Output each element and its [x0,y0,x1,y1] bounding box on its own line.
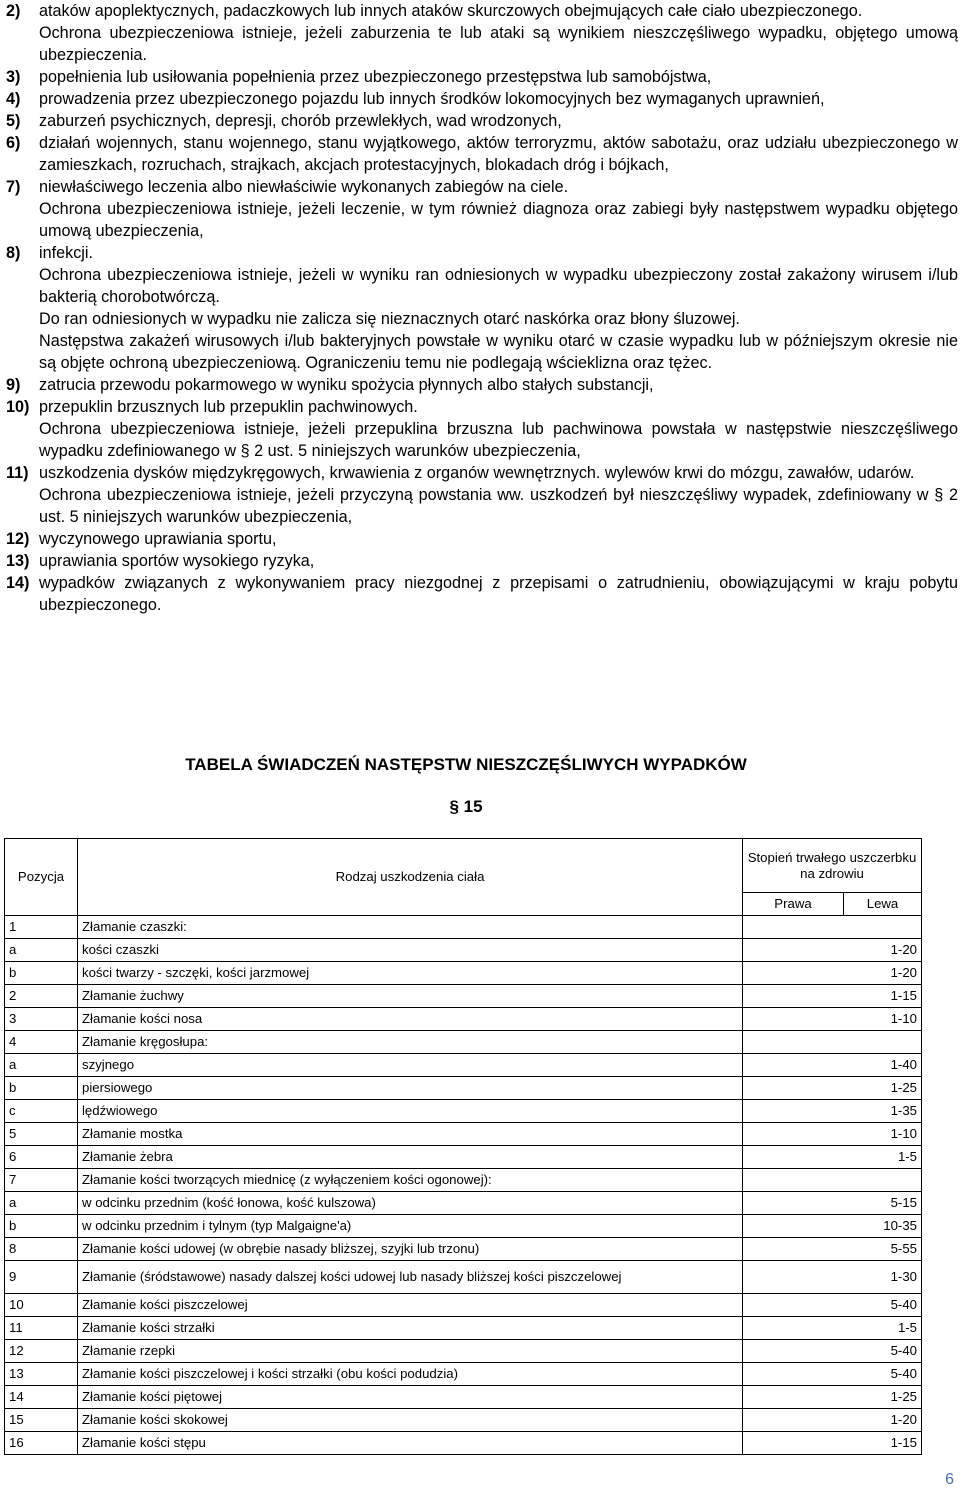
benefits-table [4,838,922,1455]
list-item-number: 11) [6,464,29,482]
table-body [5,916,922,1455]
cell-position: b [5,1215,78,1238]
page-number: 6 [945,1471,954,1488]
cell-injury: Złamanie kości piszczelowej [78,1294,743,1317]
list-item [6,528,958,550]
table-row [5,1261,922,1294]
list-item [6,550,958,572]
list-item-note: Ochrona ubezpieczeniowa istnieje, jeżeli zaburzenia te lub ataki są wynikiem nieszczęśliwego wypadku, objętego umową ubezpieczenia. [39,24,958,64]
cell-injury: Złamanie czaszki: [78,916,743,939]
list-item-note: Ochrona ubezpieczeniowa istnieje, jeżeli przepuklina brzuszna lub pachwinowa powstała w następstwie nieszczęśliwego wypadku zdefiniowanego w § 2 ust. 5 niniejszych warunków ubezpieczenia, [39,420,958,460]
table-row [5,939,922,962]
cell-degree: 1-15 [743,1432,922,1455]
cell-injury: Złamanie rzepki [78,1340,743,1363]
list-item [6,66,958,88]
cell-position: a [5,1054,78,1077]
table-row [5,1215,922,1238]
cell-position: a [5,1192,78,1215]
list-item-text: niewłaściwego leczenia albo niewłaściwie wykonanych zabiegów na ciele. [39,178,569,196]
cell-position: 2 [5,985,78,1008]
list-item-number: 5) [6,112,21,130]
cell-injury: Złamanie kości nosa [78,1008,743,1031]
table-row [5,962,922,985]
list-item-text: działań wojennych, stanu wojennego, stanu wyjątkowego, aktów terroryzmu, aktów sabotażu, oraz udziału ubezpieczonego w zamieszkach, rozruchach, strajkach, akcjach protestacyjnych, blokadach dróg i bójkach, [39,134,958,174]
list-item [6,374,958,396]
cell-injury: Złamanie mostka [78,1123,743,1146]
list-item-note: Ochrona ubezpieczeniowa istnieje, jeżeli leczenie, w tym również diagnoza oraz zabiegi były następstwem wypadku objętego umową ubezpieczenia, [39,200,958,240]
cell-injury: Złamanie kości piętowej [78,1386,743,1409]
cell-injury: w odcinku przednim i tylnym (typ Malgaigne'a) [78,1215,743,1238]
header-injury: Rodzaj uszkodzenia ciała [78,839,743,916]
cell-position: c [5,1100,78,1123]
cell-degree [743,1169,922,1192]
section-mark: § 15 [449,797,483,816]
cell-position: 3 [5,1008,78,1031]
cell-degree [743,916,922,939]
cell-position: 14 [5,1386,78,1409]
cell-position: b [5,1077,78,1100]
table-row [5,1294,922,1317]
table-row [5,1169,922,1192]
header-position: Pozycja [5,839,78,916]
list-item-text: zatrucia przewodu pokarmowego w wyniku spożycia płynnych albo stałych substancji, [39,376,654,394]
cell-injury: w odcinku przednim (kość łonowa, kość kulszowa) [78,1192,743,1215]
cell-degree: 1-40 [743,1054,922,1077]
cell-injury: kości twarzy - szczęki, kości jarzmowej [78,962,743,985]
cell-injury: Złamanie kręgosłupa: [78,1031,743,1054]
cell-injury: Złamanie kości stępu [78,1432,743,1455]
table-row [5,1238,922,1261]
table-row [5,985,922,1008]
table-row [5,1077,922,1100]
cell-position: 13 [5,1363,78,1386]
list-item-number: 12) [6,530,30,548]
cell-degree: 5-40 [743,1294,922,1317]
list-item-text: prowadzenia przez ubezpieczonego pojazdu lub innych środków lokomocyjnych bez wymaganych uprawnień, [39,90,825,108]
list-item-text: uprawiania sportów wysokiego ryzyka, [39,552,315,570]
list-item-text: ataków apoplektycznych, padaczkowych lub innych ataków skurczowych obejmujących całe ciało ubezpieczonego. [39,2,863,20]
list-item [6,0,958,22]
list-item-text: popełnienia lub usiłowania popełnienia przez ubezpieczonego przestępstwa lub samobójstwa, [39,68,712,86]
cell-position: 1 [5,916,78,939]
table-row [5,1008,922,1031]
cell-degree: 1-5 [743,1317,922,1340]
cell-degree: 1-35 [743,1100,922,1123]
list-item [6,242,958,264]
list-item-note: Następstwa zakażeń wirusowych i/lub bakteryjnych powstałe w wyniku otarć w czasie wypadku lub w późniejszym okresie nie są objęte ochroną ubezpieczeniową. Ograniczeniu temu nie podlegają wścieklizna oraz tężec. [39,332,958,372]
cell-degree: 1-20 [743,962,922,985]
list-item-number: 10) [6,398,30,416]
cell-position: 5 [5,1123,78,1146]
list-item-number: 13) [6,552,30,570]
list-item [6,132,958,176]
cell-injury: szyjnego [78,1054,743,1077]
list-item-note: Ochrona ubezpieczeniowa istnieje, jeżeli w wyniku ran odniesionych w wypadku ubezpieczony został zakażony wirusem i/lub bakterią chorobotwórczą. [39,266,958,306]
cell-degree: 5-40 [743,1363,922,1386]
list-item-note: Do ran odniesionych w wypadku nie zalicza się nieznacznych otarć naskórka oraz błony śluzowej. [39,310,740,328]
list-item-text: zaburzeń psychicznych, depresji, chorób przewlekłych, wad wrodzonych, [39,112,562,130]
table-row [5,1054,922,1077]
cell-degree: 1-25 [743,1077,922,1100]
cell-injury: Złamanie kości strzałki [78,1317,743,1340]
cell-injury: Złamanie kości piszczelowej i kości strzałki (obu kości podudzia) [78,1363,743,1386]
table-row [5,1317,922,1340]
list-item-text: przepuklin brzusznych lub przepuklin pachwinowych. [39,398,418,416]
table-row [5,1386,922,1409]
table-row [5,1100,922,1123]
header-degree: Stopień trwałego uszczerbku na zdrowiu [743,839,922,893]
list-item-number: 6) [6,134,21,152]
cell-position: 10 [5,1294,78,1317]
table-row [5,1409,922,1432]
cell-degree: 1-30 [743,1261,922,1294]
table-title: TABELA ŚWIADCZEŃ NASTĘPSTW NIESZCZĘŚLIWYCH WYPADKÓW [185,755,747,774]
header-right: Prawa [743,893,844,916]
cell-position: 16 [5,1432,78,1455]
exclusions-list [6,0,958,616]
cell-injury: Złamanie (śródstawowe) nasady dalszej kości udowej lub nasady bliższej kości piszczelowej [78,1261,743,1294]
cell-position: 15 [5,1409,78,1432]
cell-position: b [5,962,78,985]
list-item-number: 14) [6,574,30,592]
cell-injury: kości czaszki [78,939,743,962]
list-item-number: 8) [6,244,21,262]
cell-degree: 5-15 [743,1192,922,1215]
list-item-number: 4) [6,90,21,108]
cell-injury: Złamanie kości udowej (w obrębie nasady bliższej, szyjki lub trzonu) [78,1238,743,1261]
cell-degree: 1-15 [743,985,922,1008]
cell-position: 12 [5,1340,78,1363]
list-item-text: wypadków związanych z wykonywaniem pracy niezgodnej z przepisami o zatrudnieniu, obowiązującymi w kraju pobytu ubezpieczonego. [39,574,958,614]
cell-degree: 1-20 [743,939,922,962]
list-item-number: 3) [6,68,21,86]
cell-degree: 5-55 [743,1238,922,1261]
cell-degree: 1-20 [743,1409,922,1432]
list-item-text: infekcji. [39,244,93,262]
table-row [5,1123,922,1146]
list-item [6,88,958,110]
cell-position: 9 [5,1261,78,1294]
list-item [6,462,958,484]
list-item [6,176,958,198]
cell-degree: 1-10 [743,1123,922,1146]
cell-degree: 10-35 [743,1215,922,1238]
list-item-text: wyczynowego uprawiania sportu, [39,530,277,548]
table-row [5,1192,922,1215]
cell-degree: 1-10 [743,1008,922,1031]
list-item-note: Ochrona ubezpieczeniowa istnieje, jeżeli przyczyną powstania ww. uszkodzeń był nieszczęśliwy wypadek, zdefiniowany w § 2 ust. 5 niniejszych warunków ubezpieczenia, [39,486,958,526]
cell-position: 8 [5,1238,78,1261]
cell-degree: 5-40 [743,1340,922,1363]
table-row [5,1031,922,1054]
cell-injury: Złamanie kości tworzących miednicę (z wyłączeniem kości ogonowej): [78,1169,743,1192]
list-item-text: uszkodzenia dysków międzykręgowych, krwawienia z organów wewnętrznych. wylewów krwi do mózgu, zawałów, udarów. [39,464,915,482]
table-row [5,916,922,939]
cell-position: 4 [5,1031,78,1054]
list-item-number: 2) [6,2,21,20]
list-item-number: 9) [6,376,21,394]
cell-degree: 1-5 [743,1146,922,1169]
list-item [6,396,958,418]
cell-injury: Złamanie kości skokowej [78,1409,743,1432]
table-row [5,1363,922,1386]
table-row [5,1432,922,1455]
cell-position: 7 [5,1169,78,1192]
cell-position: 11 [5,1317,78,1340]
table-row [5,1340,922,1363]
table-row [5,1146,922,1169]
cell-degree: 1-25 [743,1386,922,1409]
list-item [6,110,958,132]
cell-injury: Złamanie żebra [78,1146,743,1169]
cell-degree [743,1031,922,1054]
cell-position: 6 [5,1146,78,1169]
list-item [6,572,958,616]
cell-injury: Złamanie żuchwy [78,985,743,1008]
cell-injury: piersiowego [78,1077,743,1100]
cell-injury: lędźwiowego [78,1100,743,1123]
cell-position: a [5,939,78,962]
header-left: Lewa [844,893,922,916]
list-item-number: 7) [6,178,21,196]
